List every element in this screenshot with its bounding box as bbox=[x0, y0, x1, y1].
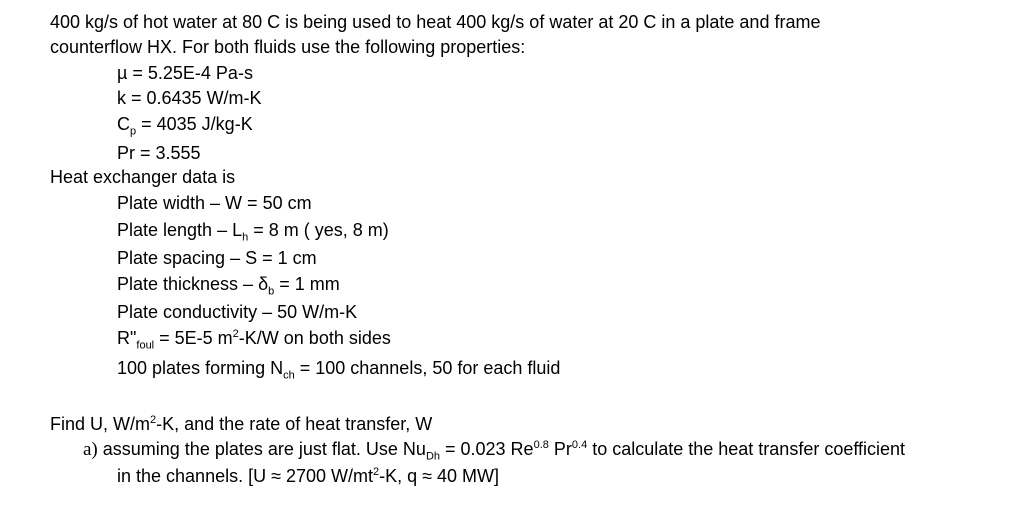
cp-subscript: p bbox=[130, 125, 137, 138]
text: assuming the plates are just flat. Use Nu bbox=[97, 439, 426, 459]
text: R" bbox=[117, 328, 137, 348]
cp-symbol: C bbox=[117, 114, 130, 134]
text: in the channels. [U ≈ 2700 W/mt bbox=[117, 466, 373, 486]
prop-viscosity: µ = 5.25E-4 Pa-s bbox=[117, 63, 253, 83]
text: Plate length – L bbox=[117, 220, 243, 240]
subscript: Dh bbox=[425, 450, 440, 463]
hx-spacing: Plate spacing – S = 1 cm bbox=[117, 248, 317, 268]
text: -K/W on both sides bbox=[238, 328, 391, 348]
text: = 5E-5 m bbox=[154, 328, 233, 348]
superscript: 2 bbox=[232, 328, 239, 340]
subscript: b bbox=[268, 285, 275, 298]
superscript: 2 bbox=[373, 466, 380, 478]
prop-prandtl: Pr = 3.555 bbox=[117, 143, 201, 163]
hx-plates bbox=[117, 358, 561, 382]
part-label: a) bbox=[83, 439, 98, 460]
superscript: 0.8 bbox=[533, 439, 549, 451]
intro-line-1: 400 kg/s of hot water at 80 C is being used to heat 400 kg/s of water at 20 C in a plate and frame bbox=[50, 12, 821, 32]
prop-specific-heat bbox=[117, 114, 253, 138]
text: = 100 channels, 50 for each fluid bbox=[294, 358, 561, 378]
text: Plate thickness – δ bbox=[117, 274, 269, 294]
superscript: 0.4 bbox=[571, 439, 588, 451]
text: = 0.023 Re bbox=[440, 439, 534, 459]
subscript: ch bbox=[283, 369, 295, 382]
cp-value: = 4035 J/kg-K bbox=[136, 114, 253, 134]
prop-conductivity: k = 0.6435 W/m-K bbox=[117, 88, 262, 108]
text: = 8 m ( yes, 8 m) bbox=[248, 220, 389, 240]
text: = 1 mm bbox=[274, 274, 340, 294]
text: Find U, W/m bbox=[50, 414, 151, 434]
superscript: 2 bbox=[150, 414, 157, 426]
hx-fouling bbox=[117, 328, 391, 352]
subscript: foul bbox=[136, 339, 155, 352]
hx-length bbox=[117, 220, 389, 244]
hx-heading: Heat exchanger data is bbox=[50, 167, 236, 187]
text: to calculate the heat transfer coefficient bbox=[587, 439, 906, 459]
text: 100 plates forming N bbox=[117, 358, 284, 378]
text: Pr bbox=[548, 439, 572, 459]
hx-plate-conductivity: Plate conductivity – 50 W/m-K bbox=[117, 302, 358, 322]
task-part-a bbox=[83, 439, 906, 463]
subscript: h bbox=[242, 231, 249, 244]
hx-width: Plate width – W = 50 cm bbox=[117, 193, 312, 213]
task-answer bbox=[117, 466, 499, 486]
text: -K, q ≈ 40 MW] bbox=[379, 466, 500, 486]
text: -K, and the rate of heat transfer, W bbox=[156, 414, 433, 434]
task-find bbox=[50, 414, 432, 434]
intro-line-2: counterflow HX. For both fluids use the following properties: bbox=[50, 37, 526, 57]
hx-thickness bbox=[117, 274, 340, 298]
